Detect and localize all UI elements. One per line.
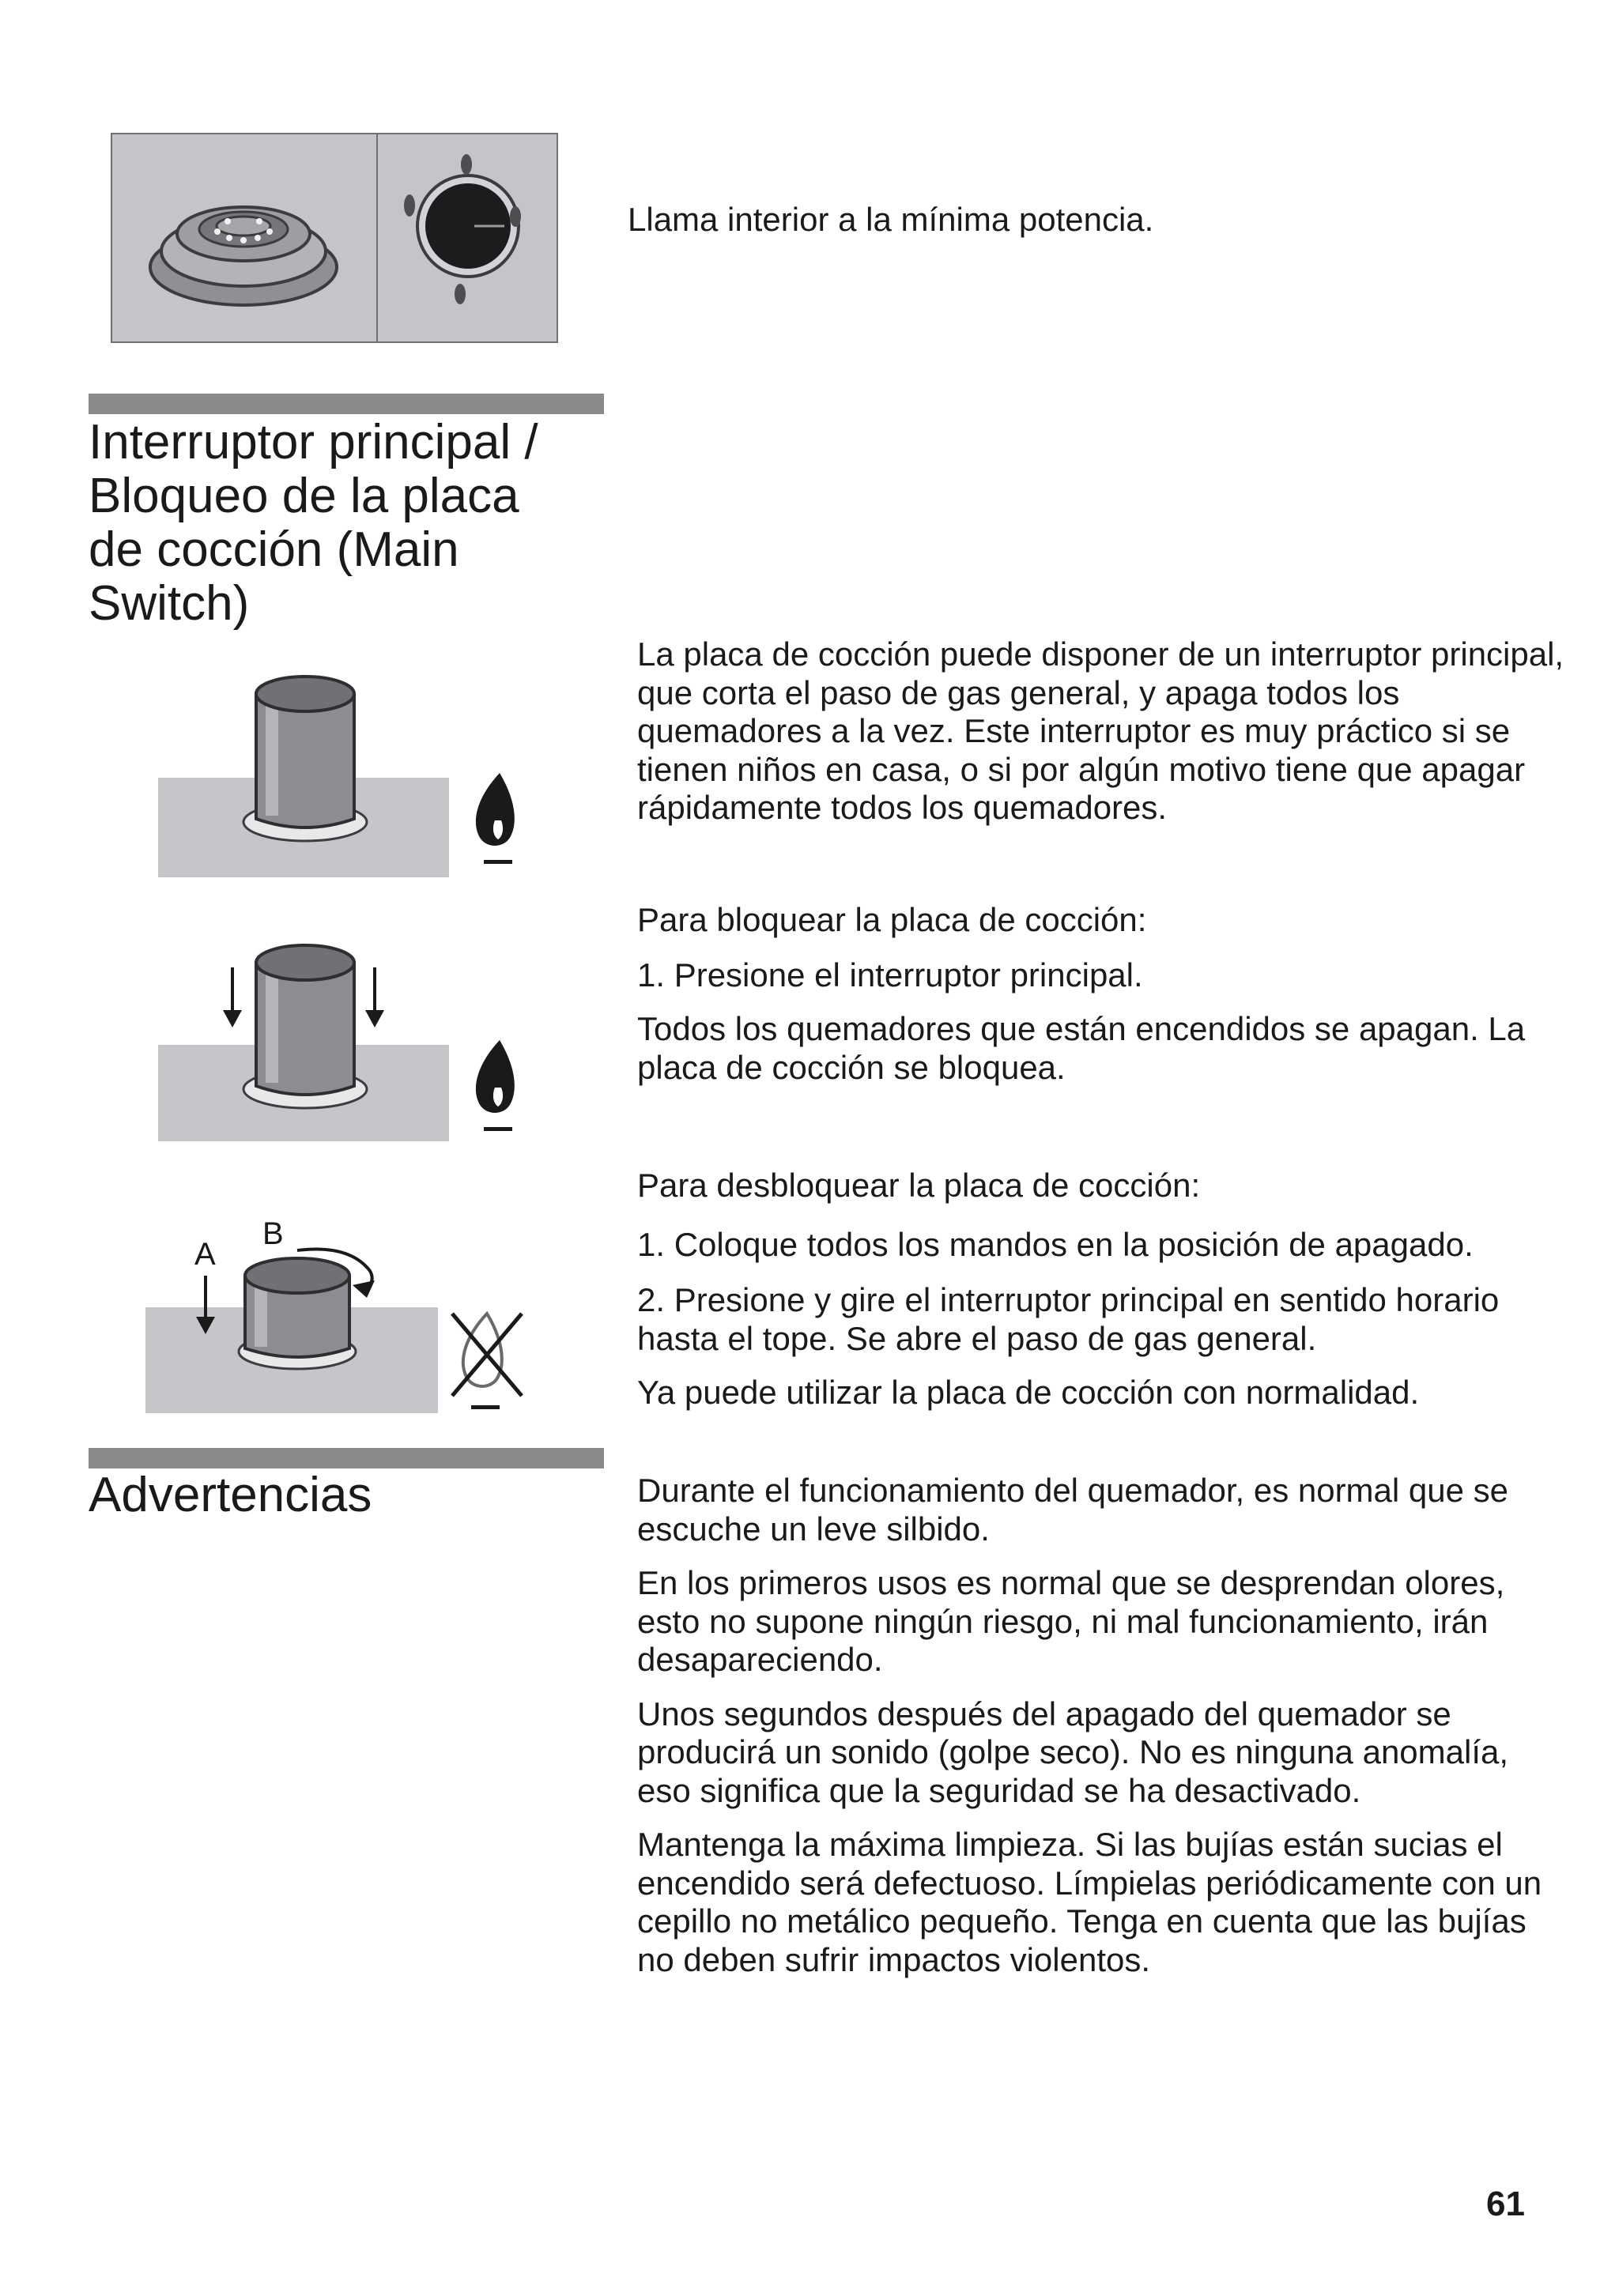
unlock-step-1: 1. Coloque todos los mandos en la posición de apagado. <box>637 1225 1474 1263</box>
warning-paragraph: En los primeros usos es normal que se desprendan olores, esto no supone ningún riesgo, ni mal funcionamiento, irán desapareciendo. <box>637 1564 1505 1678</box>
burner-knob-illustration <box>111 133 558 343</box>
section-rule <box>89 1448 604 1468</box>
page-number: 61 <box>1486 2185 1525 2223</box>
warning-paragraph: Durante el funcionamiento del quemador, es normal que se escuche un leve silbido. <box>637 1472 1509 1548</box>
switch-press-turn-illustration <box>142 1216 530 1415</box>
section-title-line: Interruptor principal / <box>89 415 538 469</box>
intro-paragraph: La placa de cocción puede disponer de un interruptor principal, que corta el paso de gas general, y apaga todos los quemadores a la vez. Este interruptor es muy práctico si se tienen niños en casa, o si por algún motivo tiene que apagar rápidamente todos los quemadores. <box>637 635 1564 826</box>
label-a: A <box>194 1237 216 1272</box>
lock-result: Todos los quemadores que están encendidos se apagan. La placa de cocción se bloquea. <box>637 1010 1526 1086</box>
section-title-line: Bloqueo de la placa <box>89 469 519 523</box>
section-rule <box>89 394 604 414</box>
section-title-line: Switch) <box>89 576 250 631</box>
lock-heading: Para bloquear la placa de cocción: <box>637 901 1147 938</box>
unlock-result: Ya puede utilizar la placa de cocción con normalidad. <box>637 1374 1420 1411</box>
section-title-warnings: Advertencias <box>89 1468 372 1522</box>
section-title-main-switch <box>89 416 538 631</box>
lock-step: 1. Presione el interruptor principal. <box>637 956 1143 993</box>
section-title-line: de cocción (Main <box>89 522 459 577</box>
unlock-step-2: 2. Presione y gire el interruptor principal en sentido horario hasta el tope. Se abre el paso de gas general. <box>637 1281 1500 1357</box>
switch-pressed-illustration <box>155 934 526 1146</box>
label-b: B <box>262 1216 284 1251</box>
unlock-heading: Para desbloquear la placa de cocción: <box>637 1167 1201 1204</box>
switch-open-illustration <box>155 670 526 882</box>
flame-caption: Llama interior a la mínima potencia. <box>628 201 1154 238</box>
warning-paragraph: Mantenga la máxima limpieza. Si las bujías están sucias el encendido será defectuoso. Límpielas periódicamente con un cepillo no metálico pequeño. Tenga en cuenta que las bujías no deben sufrir impactos violentos. <box>637 1826 1542 1978</box>
warning-paragraph: Unos segundos después del apagado del quemador se producirá un sonido (golpe seco). No es ninguna anomalía, eso significa que la seguridad se ha desactivado. <box>637 1695 1509 1809</box>
